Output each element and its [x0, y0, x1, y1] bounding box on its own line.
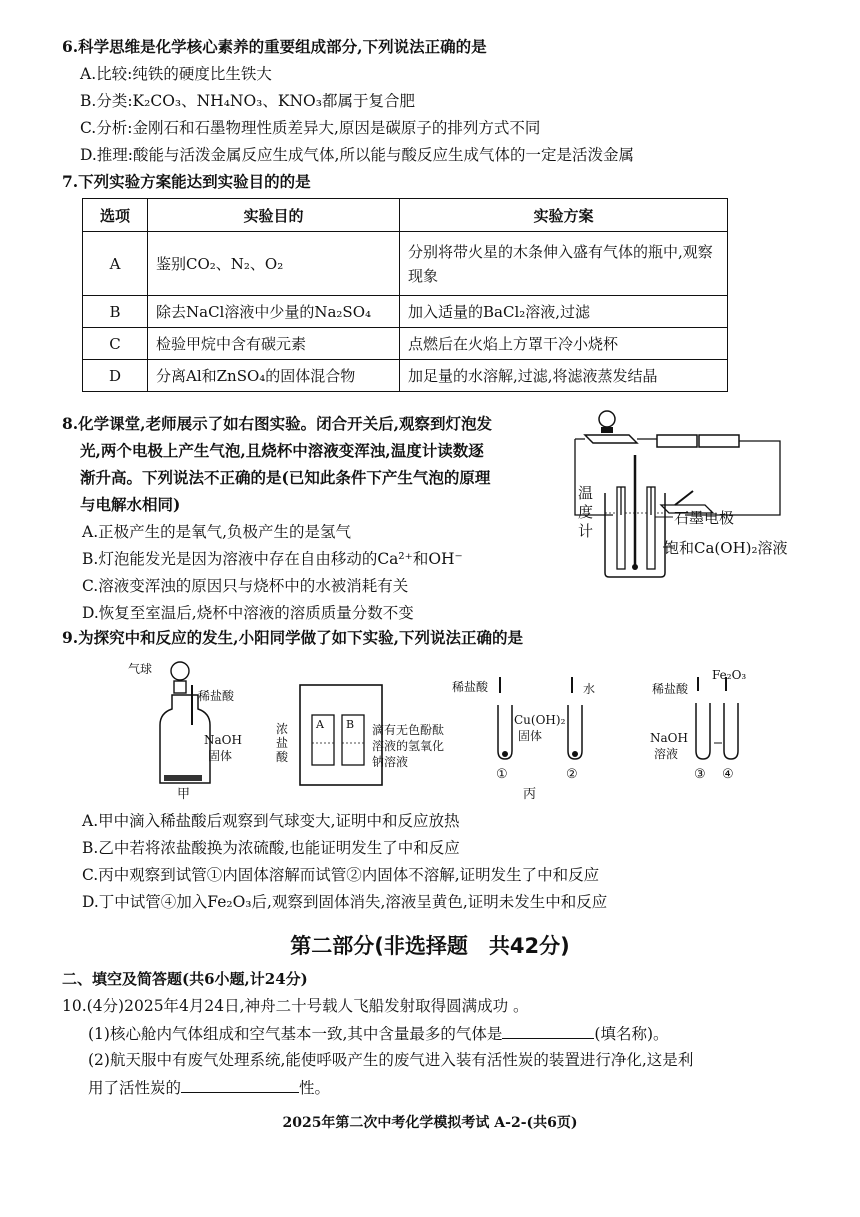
table-cell-plan: 加入适量的BaCl₂溶液,过滤 [400, 296, 728, 328]
thermometer-label: 温度计 [578, 484, 594, 540]
q10-part1-text: (1)核心舱内气体组成和空气基本一致,其中含量最多的气体是 [88, 1025, 503, 1043]
naoh-solid-label: NaOH [204, 733, 242, 747]
dilute-hcl-label: 稀盐酸 [198, 689, 235, 703]
table-header-plan: 实验方案 [400, 199, 728, 232]
q8-option-c: C.溶液变浑浊的原因只与烧杯中的水被消耗有关 [82, 577, 409, 595]
conc-hcl-label: 浓盐酸 [276, 722, 289, 764]
q9-option-d: D.丁中试管④加入Fe₂O₃后,观察到固体消失,溶液呈黄色,证明未发生中和反应 [82, 893, 608, 911]
q6-option-d: D.推理:酸能与活泼金属反应生成气体,所以能与酸反应生成气体的一定是活泼金属 [80, 146, 634, 164]
dilute-hcl-label-bing: 稀盐酸 [452, 680, 489, 694]
q7-stem: 7.下列实验方案能达到实验目的的是 [62, 172, 311, 191]
bulb-icon [585, 411, 637, 443]
q8-option-d: D.恢复至室温后,烧杯中溶液的溶质质量分数不变 [82, 604, 414, 622]
experiment-table [82, 198, 728, 392]
q8-stem-line3: 渐升高。下列说法不正确的是(已知此条件下产生气泡的原理 [80, 468, 491, 487]
q9-option-a: A.甲中滴入稀盐酸后观察到气球变大,证明中和反应放热 [82, 812, 460, 830]
table-cell-option: B [83, 296, 148, 328]
table-header-row [83, 199, 728, 232]
table-cell-plan: 加足量的水溶解,过滤,将滤液蒸发结晶 [400, 360, 728, 392]
q10-part1 [88, 1022, 669, 1045]
table-cell-purpose: 检验甲烷中含有碳元素 [148, 328, 400, 360]
q10-stem: 10.(4分)2025年4月24日,神舟二十号载人飞船发射取得圆满成功 。 [62, 997, 529, 1015]
q10-part2-line2 [88, 1076, 330, 1099]
page-footer: 2025年第二次中考化学模拟考试 A-2-(共6页) [282, 1115, 578, 1131]
q8-stem-line1: 8.化学课堂,老师展示了如右图实验。闭合开关后,观察到灯泡发 [62, 414, 492, 433]
table-header-option: 选项 [83, 199, 148, 232]
cuoh-label-2: 固体 [518, 729, 543, 743]
q8-stem-line2: 光,两个电极上产生气泡,且烧杯中溶液变浑浊,温度计读数逐 [80, 441, 484, 460]
part-two-title: 第二部分(非选择题 共42分) [290, 934, 570, 958]
box-label-a: A [316, 718, 324, 731]
figure-label-jia: 甲 [177, 787, 191, 802]
table-row [83, 232, 728, 296]
flask-jia [160, 662, 210, 783]
circuit-wire [637, 439, 780, 515]
q9-option-b: B.乙中若将浓盐酸换为浓硫酸,也能证明发生了中和反应 [82, 839, 460, 857]
table-row [83, 360, 728, 392]
thermometer-icon [632, 455, 638, 570]
q10-part2-line1: (2)航天服中有废气处理系统,能使呼吸产生的废气进入装有活性炭的装置进行净化,这是利 [88, 1051, 694, 1069]
indicator-label-1: 滴有无色酚酞 [372, 723, 445, 737]
q10-part2-text: 用了活性炭的 [88, 1079, 182, 1097]
indicator-label-3: 钠溶液 [372, 755, 409, 769]
dilute-hcl-label-ding: 稀盐酸 [652, 682, 689, 696]
table-cell-option: A [83, 232, 148, 296]
q9-option-c: C.丙中观察到试管①内固体溶解而试管②内固体不溶解,证明发生了中和反应 [82, 866, 600, 884]
fe2o3-label: Fe₂O₃ [712, 668, 747, 682]
water-label: 水 [583, 682, 596, 696]
q6-option-b: B.分类:K₂CO₃、NH₄NO₃、KNO₃都属于复合肥 [80, 92, 415, 110]
q8-stem-line4: 与电解水相同) [80, 495, 181, 514]
q8-option-a: A.正极产生的是氧气,负极产生的是氢气 [82, 523, 352, 541]
q6-option-c: C.分析:金刚石和石墨物理性质差异大,原因是碳原子的排列方式不同 [80, 119, 541, 137]
electrode-label: 石墨电极 [674, 509, 735, 527]
q10-part1-tail: (填名称)。 [594, 1025, 669, 1043]
table-cell-option: C [83, 328, 148, 360]
table-cell-purpose: 分离Al和ZnSO₄的固体混合物 [148, 360, 400, 392]
naoh-solution-label: NaOH [650, 731, 688, 745]
tube-number-2: ② [566, 767, 578, 782]
box-label-b: B [346, 718, 355, 731]
tubes-ding [696, 677, 738, 759]
table-cell-plan: 分别将带火星的木条伸入盛有气体的瓶中,观察现象 [400, 232, 728, 296]
box-yi [300, 685, 382, 785]
figure-label-bing: 丙 [523, 787, 537, 802]
q6-stem: 6.科学思维是化学核心素养的重要组成部分,下列说法正确的是 [62, 37, 487, 56]
battery-icon [657, 435, 739, 447]
naoh-solution-label-2: 溶液 [654, 747, 679, 761]
q6-option-a: A.比较:纯铁的硬度比生铁大 [80, 65, 272, 83]
tube-number-3: ③ [694, 767, 706, 782]
table-row [83, 328, 728, 360]
q9-stem: 9.为探究中和反应的发生,小阳同学做了如下实验,下列说法正确的是 [62, 628, 523, 647]
tube-number-4: ④ [722, 767, 734, 782]
cuoh-label: Cu(OH)₂ [514, 713, 566, 727]
tube-number-1: ① [496, 767, 508, 782]
indicator-label-2: 溶液的氢氧化 [372, 739, 445, 753]
q10-part1-blank[interactable] [502, 1022, 594, 1039]
q10-part2-tail: 性。 [299, 1079, 331, 1097]
table-cell-plan: 点燃后在火焰上方罩干冷小烧杯 [400, 328, 728, 360]
q8-option-b: B.灯泡能发光是因为溶液中存在自由移动的Ca²⁺和OH⁻ [82, 550, 463, 568]
table-cell-purpose: 鉴别CO₂、N₂、O₂ [148, 232, 400, 296]
solution-label: 饱和Ca(OH)₂溶液 [664, 539, 788, 557]
q10-part2-blank[interactable] [181, 1076, 299, 1093]
naoh-solid-label-2: 固体 [208, 749, 233, 763]
section-heading: 二、填空及简答题(共6小题,计24分) [62, 970, 308, 988]
balloon-label: 气球 [128, 662, 153, 676]
table-cell-purpose: 除去NaCl溶液中少量的Na₂SO₄ [148, 296, 400, 328]
table-cell-option: D [83, 360, 148, 392]
table-header-purpose: 实验目的 [148, 199, 400, 232]
table-row [83, 296, 728, 328]
